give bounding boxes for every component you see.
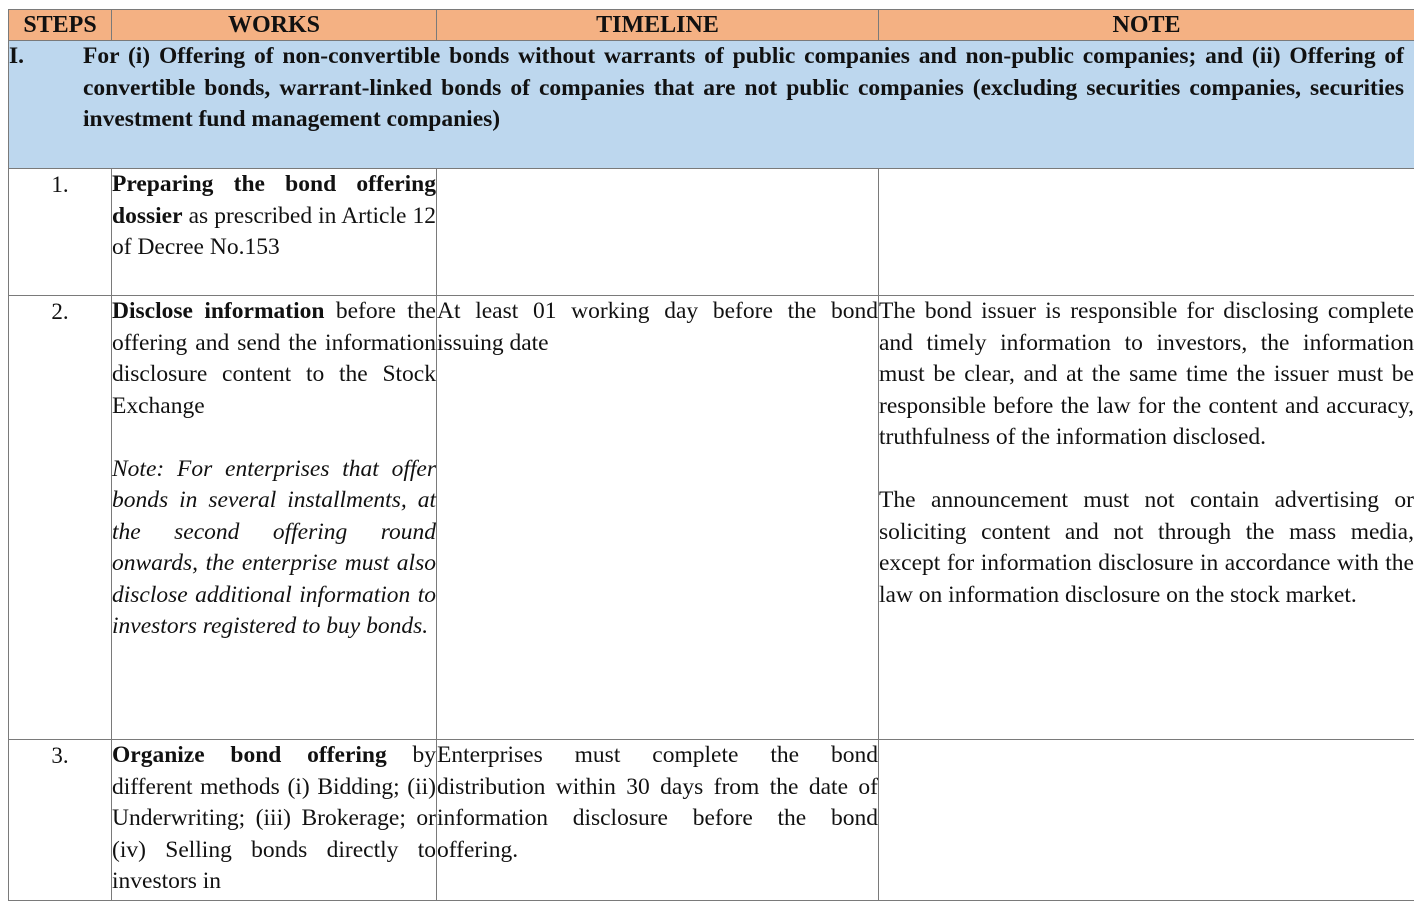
section-cell [9,41,1415,169]
works-heading: Disclose information [112,298,325,324]
works-text: before the offering and send the information disclosure content to the Stock Exchange [112,298,436,419]
works-cell [112,296,437,740]
note-cell [879,296,1415,740]
works-cell [112,740,437,901]
timeline-cell [437,740,879,901]
works-heading: Organize bond offering [112,742,387,768]
section-row [9,41,1415,169]
table-row [9,169,1415,296]
table-header-row [9,10,1415,41]
timeline-cell [437,296,879,740]
note-cell [879,740,1415,901]
bond-offering-table [8,9,1414,901]
document-page [8,9,1414,905]
timeline-cell [437,169,879,296]
table-row [9,740,1415,901]
note-paragraph-2: The announcement must not contain advertising or soliciting content and not through the mass media, except for information disclosure in accordance with the law on information disclosure on the stock market. [879,487,1414,608]
section-title: For (i) Offering of non-convertible bonds without warrants of public companies and non-public companies; and (ii) Offering of convertible bonds, warrant-linked bonds of companies that are not public companies (excluding securities companies, securities investment fund management companies) [83,43,1404,132]
timeline-text: Enterprises must complete the bond distribution within 30 days from the date of information disclosure before the bond offering. [437,742,878,863]
note-cell [879,169,1415,296]
works-note: Note: For enterprises that offer bonds in several installments, at the second offering round onwards, the enterprise must also disclose additional information to investors registered to buy bonds. [112,455,436,639]
note-paragraph-1: The bond issuer is responsible for disclosing complete and timely information to investors, the information must be clear, and at the same time the issuer must be responsible before the law for the content and accuracy, truthfulness of the information disclosed. [879,298,1414,450]
step-number: 3. [9,740,112,901]
works-heading: Preparing the bond offering dossier [112,171,436,229]
works-cell [112,169,437,296]
timeline-text: At least 01 working day before the bond issuing date [437,298,878,356]
header-note: NOTE [879,10,1415,41]
section-number: I. [9,43,25,69]
header-timeline: TIMELINE [437,10,879,41]
header-steps: STEPS [9,10,112,41]
works-text: by different methods (i) Bidding; (ii) Underwriting; (iii) Brokerage; or (iv) Selling bonds directly to investors in [112,742,436,894]
header-works: WORKS [112,10,437,41]
works-text: as prescribed in Article 12 of Decree No.153 [112,202,436,260]
step-number: 1. [9,169,112,296]
step-number: 2. [9,296,112,740]
table-row [9,296,1415,740]
